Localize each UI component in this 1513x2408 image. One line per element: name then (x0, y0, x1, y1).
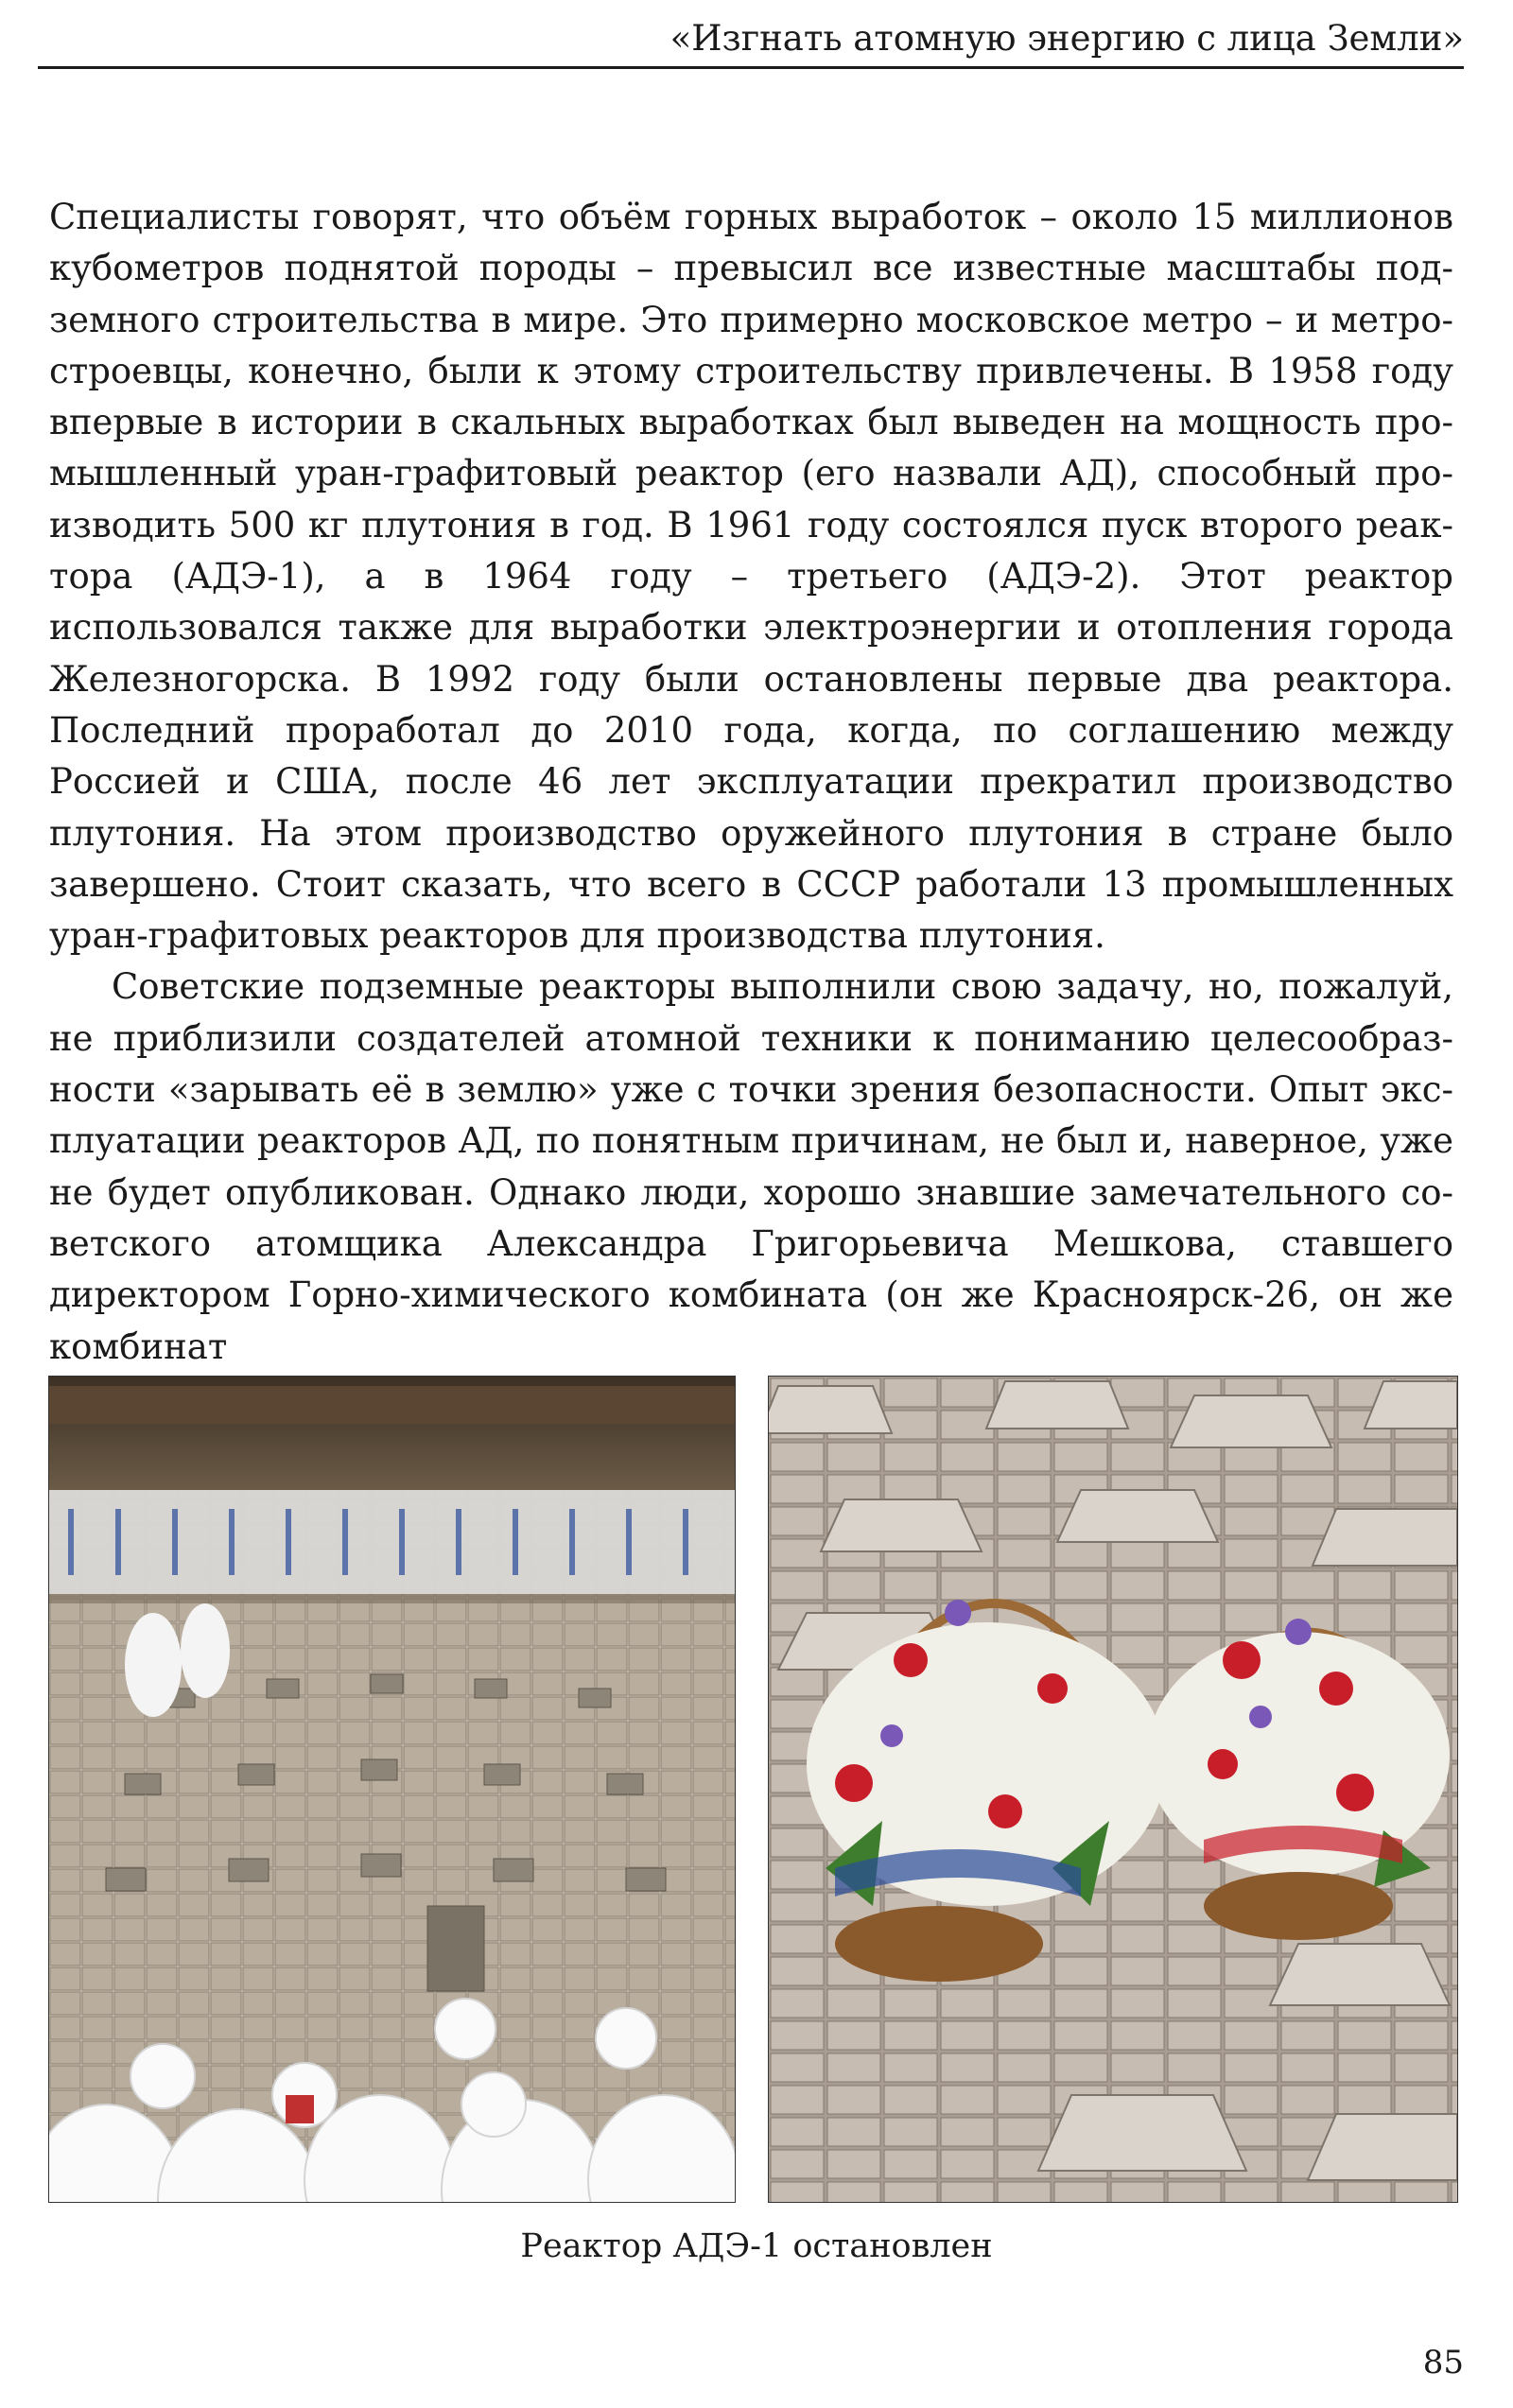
photo-reactor-hall (48, 1376, 736, 2203)
page-number: 85 (1422, 2344, 1464, 2382)
header-rule (38, 66, 1464, 69)
paragraph-2: Советские подземные реакторы выполнили свою задачу, но, пожалуй, не приблизили создателей атомной техники к пониманию целесообразности «зарывать её в землю» уже с точки зрения безопасности. Опыт эксплуатации реакторов АД, по понятным причинам, не был и, наверное, уже не будет опубликован. Однако люди, хорошо знавшие замечательного советского атомщика Александра Григорьевича Мешкова, ставшего директором Горно-химического комбината (он же Красноярск-26, он же комбинат (49, 966, 1453, 1367)
body-text (49, 192, 1453, 1373)
running-head: «Изгнать атомную энергию с лица Земли» (670, 18, 1464, 59)
photo-caption: Реактор АДЭ-1 остановлен (520, 2227, 993, 2265)
photo-flower-baskets (768, 1376, 1458, 2203)
paragraph-1: Специалисты говорят, что объём горных выработок – около 15 миллионов кубометров поднятой породы – превысил все известные масштабы подземного строительства в мире. Это примерно московское метро – и метростроевцы, конечно, были к этому строительству привлечены. В 1958 году впервые в истории в скальных выработках был выведен на мощность промышленный уран-графитовый реактор (его назвали АД), способный производить 500 кг плутония в год. В 1961 году состоялся пуск второго реактора (АДЭ-1), а в 1964 году – третьего (АДЭ-2). Этот реактор использовался также для выработки электроэнергии и отопления города Железногорска. В 1992 году были остановлены первые два реактора. Последний проработал до 2010 года, когда, по соглашению между Россией и США, после 46 лет эксплуатации прекратил производство плутония. На этом производство оружейного плутония в стране было завершено. Стоит сказать, что всего в СССР работали 13 промышленных уран-графитовых реакторов для производства плутония. (49, 197, 1453, 957)
